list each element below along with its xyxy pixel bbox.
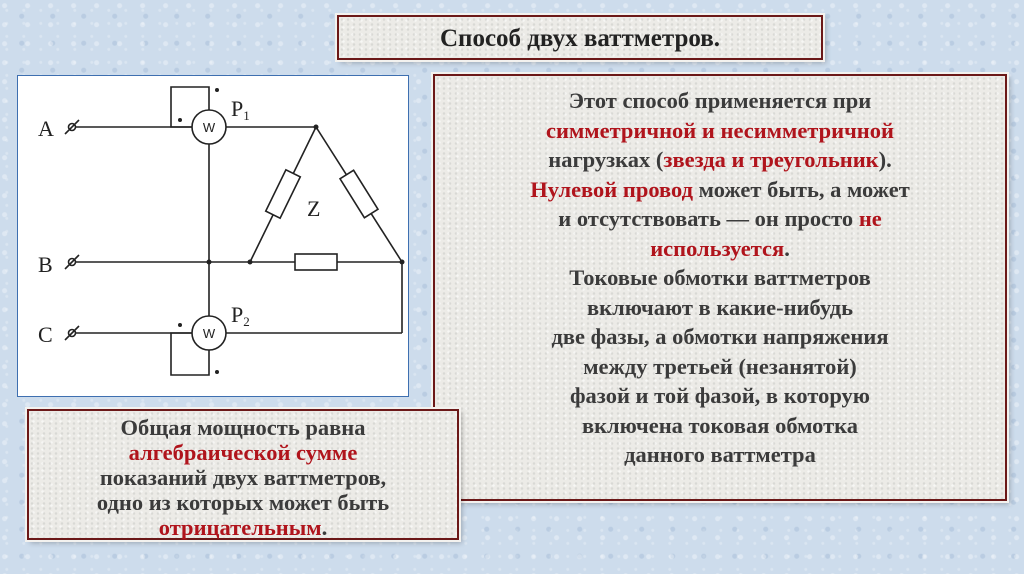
explanation-line-9: две фазы, а обмотки напряжения [551,324,889,349]
explanation-line-4a: Нулевой провод [530,176,694,202]
label-p1 [231,96,250,123]
explanation-line-1: Этот способ применяется при [568,88,872,113]
label-phase-a: A [38,116,54,141]
wattmeter-2-symbol: W [202,326,216,341]
explanation-line-5a: и отсутствовать — он просто [558,206,859,231]
label-p2-sub: 2 [243,314,250,329]
explanation-line-4b: может быть, а может [693,176,910,202]
title-box [337,15,823,60]
label-phase-c: C [38,322,53,347]
explanation-line-3a: нагрузках ( [548,147,664,172]
label-p2 [231,302,250,329]
label-phase-b: B [38,252,53,277]
circuit-svg [18,76,410,398]
node-delta-c [400,260,405,265]
w1-star-voltage [215,88,219,92]
explanation-line-3c: ). [878,147,892,172]
explanation-line-3b: звезда и треугольник [663,147,879,172]
explanation-line-6b: . [784,235,790,261]
node-b [207,260,212,265]
summary-line-5a: отрицательным [158,515,322,540]
summary-line-4: одно из которых может быть [96,490,390,515]
wattmeter-1-symbol: W [202,120,216,135]
explanation-line-2: симметричной и несимметричной [546,117,894,143]
explanation-line-13: данного ваттметра [624,442,816,467]
summary-box [27,409,459,540]
resistor-bc [295,254,337,270]
explanation-line-5b: не [858,206,882,231]
summary-line-5b: . [321,515,328,540]
label-p1-main: P [231,96,244,121]
label-p2-main: P [231,302,244,327]
resistor-ab [266,170,301,218]
explanation-line-11: фазой и той фазой, в которую [569,383,870,408]
explanation-line-6a: используется [650,235,785,261]
label-load-z: Z [307,196,321,221]
node-delta-a [314,125,319,130]
summary-text [29,411,457,540]
explanation-line-12: включена токовая обмотка [581,412,859,438]
explanation-line-8: включают в какие-нибудь [586,294,854,320]
w2-star-voltage [215,370,219,374]
summary-line-2: алгебраической сумме [128,440,358,465]
resistor-ac [340,170,378,217]
summary-line-3: показаний двух ваттметров, [99,465,387,490]
explanation-line-7: Токовые обмотки ваттметров [569,265,871,290]
w2-star-current [178,323,182,327]
summary-line-1: Общая мощность равна [120,415,366,440]
explanation-text [435,76,1005,470]
explanation-box [433,74,1007,501]
w1-star-current [178,118,182,122]
explanation-line-10: между третьей (незанятой) [583,353,857,379]
node-delta-b [248,260,253,265]
circuit-diagram [17,75,409,397]
slide-title: Способ двух ваттметров. [439,25,720,52]
label-p1-sub: 1 [243,108,250,123]
